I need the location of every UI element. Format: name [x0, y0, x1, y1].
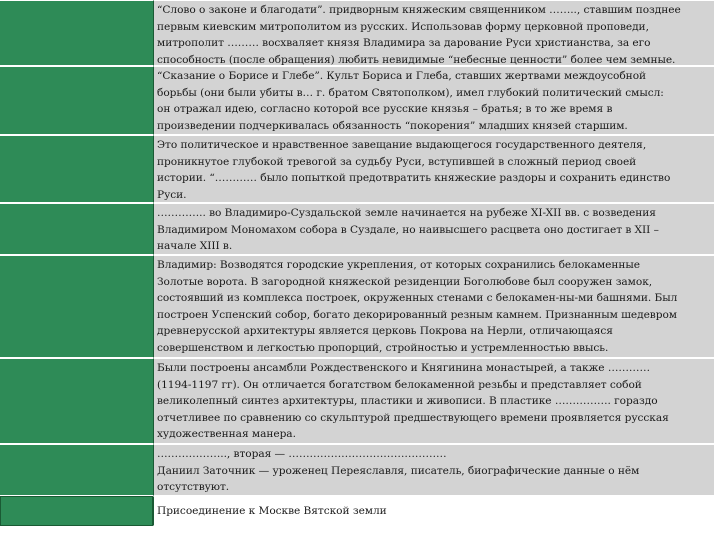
table-row [0, 496, 714, 526]
table-row [0, 0, 714, 66]
question-text: Были построены ансамбли Рождественского и Княгинина монастырей, а также ………… (1194-1197 гг). Он отличается богатством белокаменной резьбы и представляет собой великолепный синтез архитектуры, пластики и живописи. В пластике ……………. гораздо отчетливее по сравнению со скульптурой предшествующего времени проявляется русская художественная манера. [157, 362, 669, 440]
table-row [0, 358, 714, 444]
question-text: “Слово о законе и благодати”. придворным княжеским священником …….., ставшим позднее первым киевским митрополитом из русских. Использовав форму церковной проповеди, митрополит ……… восхваляет князя Владимира за дарование Руси христианства, за его способность (после обращения) любить невидимые “небесные ценности” более чем земные. [157, 4, 681, 66]
table-row [0, 444, 714, 496]
question-cell [153, 358, 714, 444]
answer-cell[interactable] [0, 496, 153, 526]
question-text: Владимир: Возводятся городские укрепления, от которых сохранились белокаменные Золотые ворота. В загородной княжеской резиденции Боголюбове был сооружен замок, состоявший из комплекса построек, окруженных стенами с белокамен-ны-ми башнями. Был построен Успенский собор, богато декорированный резным камнем. Признанным шедевром древнерусской архитектуры является церковь Покрова на Нерли, отличающаяся совершенством и легкостью пропорций, стройностью и устремленностью ввысь. [157, 259, 678, 354]
question-cell [153, 496, 714, 526]
table-row [0, 135, 714, 203]
question-cell [153, 255, 714, 358]
question-text: Присоединение к Москве Вятской земли [157, 505, 387, 517]
table-row [0, 203, 714, 255]
answer-cell[interactable] [0, 66, 153, 135]
question-cell [153, 0, 714, 66]
answer-cell[interactable] [0, 255, 153, 358]
question-text: “Сказание о Борисе и Глебе”. Культ Бориса и Глеба, ставших жертвами междоусобной борьбы (они были убиты в… г. братом Святополком), имел глубокий политический смысл: он отражал идею, согласно которой все русские князья – братья; в то же время в произведении подчеркивалась обязанность “покорения” младших князей старшим. [157, 70, 664, 132]
answer-cell[interactable] [0, 0, 153, 66]
question-cell [153, 135, 714, 203]
question-cell [153, 66, 714, 135]
question-text: Это политическое и нравственное завещание выдающегося государственного деятеля, проникнутое глубокой тревогой за судьбу Руси, вступившей в сложный период своей истории. “………… было попыткой предотвратить княжеские раздоры и сохранить единство Руси. [157, 139, 671, 201]
question-text: ……………….., вторая — ……………………………………… Даниил Заточник — уроженец Переяславля, писатель, биографические данные о нём отсутствуют. [157, 448, 640, 493]
question-cell [153, 444, 714, 496]
answer-cell[interactable] [0, 444, 153, 496]
question-cell [153, 203, 714, 255]
answer-cell[interactable] [0, 358, 153, 444]
answer-cell[interactable] [0, 203, 153, 255]
table-row [0, 255, 714, 358]
question-text: ………….. во Владимиро-Суздальской земле начинается на рубеже XI-XII вв. с возведения Владимиром Мономахом собора в Суздале, но наивысшего расцвета оно достигает в XII – начале XIII в. [157, 207, 659, 252]
answer-cell[interactable] [0, 135, 153, 203]
table-row [0, 66, 714, 135]
